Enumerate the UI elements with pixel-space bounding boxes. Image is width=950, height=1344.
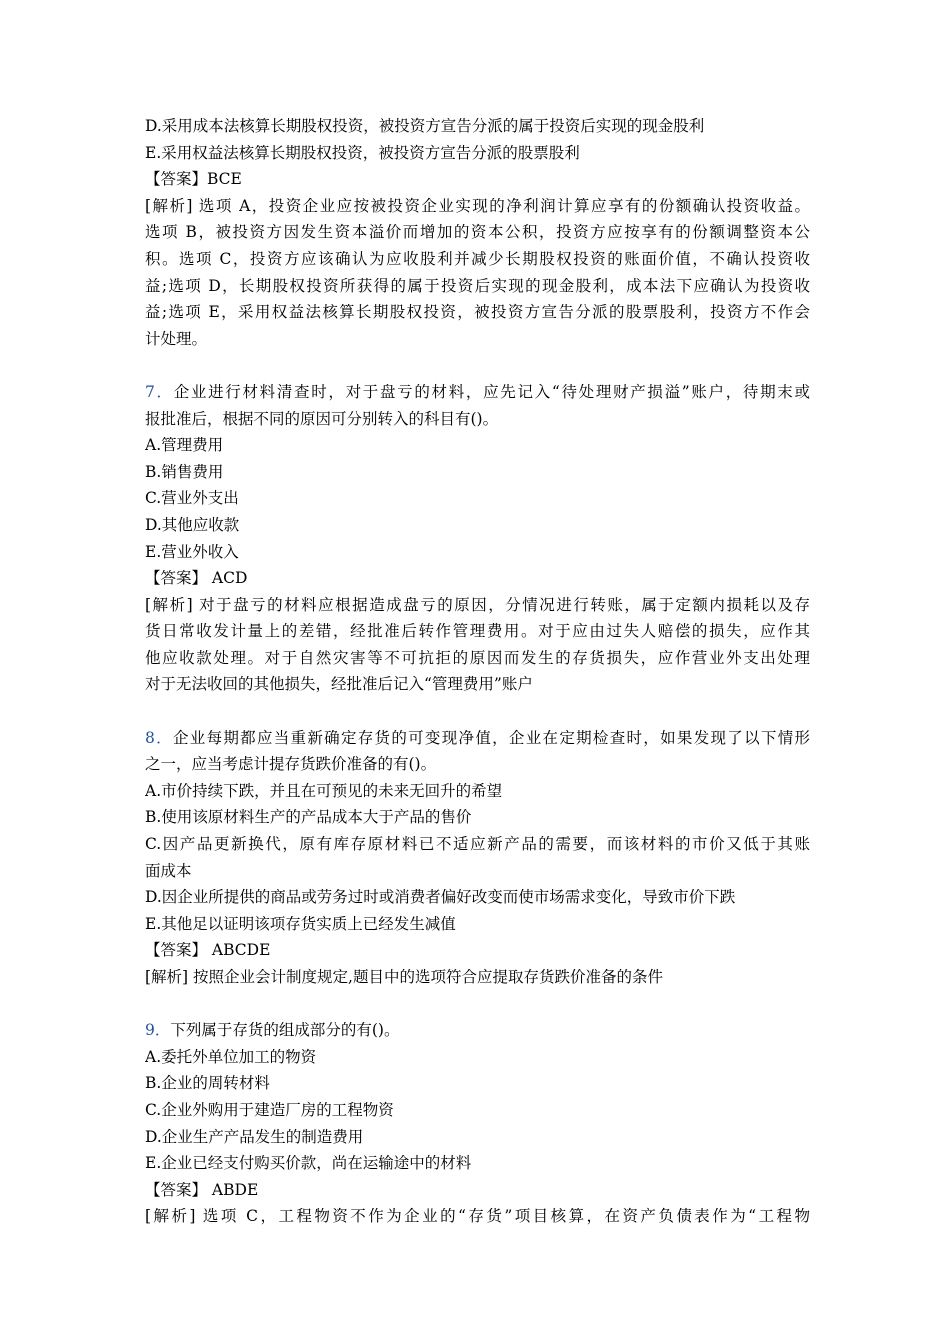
question-8-option-b: B.使用该原材料生产的产品成本大于产品的售价 bbox=[145, 808, 472, 827]
prev-analysis-line: [解析] 选项 A，投资企业应按被投资企业实现的净利润计算应享有的份额确认投资收益。 bbox=[145, 196, 810, 215]
spacer bbox=[145, 991, 810, 1018]
prev-analysis-line: 选项 B，被投资方因发生资本溢价而增加的资本公积，投资方应按享有的份额调整资本公 bbox=[145, 223, 810, 242]
question-8-option-c-cont: 面成本 bbox=[145, 861, 192, 880]
question-8-analysis-line: [解析] 按照企业会计制度规定,题目中的选项符合应提取存货跌价准备的条件 bbox=[145, 968, 663, 986]
question-7-option-c: C.营业外支出 bbox=[145, 489, 239, 508]
question-9-option-c: C.企业外购用于建造厂房的工程物资 bbox=[145, 1100, 394, 1119]
question-9-stem bbox=[145, 1017, 810, 1044]
question-7-option-e: E.营业外收入 bbox=[145, 542, 239, 561]
question-7-stem bbox=[145, 379, 810, 406]
question-7-option-a: A.管理费用 bbox=[145, 436, 224, 455]
question-7-answer: 【答案】 ACD bbox=[145, 569, 248, 588]
question-8-option-c: C.因产品更新换代，原有库存原材料已不适应新产品的需要，而该材料的市价又低于其账 bbox=[145, 835, 810, 854]
question-7-analysis-line: 对于无法收回的其他损失，经批准后记入“管理费用”账户 bbox=[145, 675, 533, 694]
question-7-number: 7． bbox=[145, 382, 174, 401]
question-9-option-e: E.企业已经支付购买价款，尚在运输途中的材料 bbox=[145, 1154, 472, 1173]
question-8-stem-text: 企业每期都应当重新确定存货的可变现净值，企业在定期检查时，如果发现了以下情形 bbox=[172, 728, 810, 747]
question-8-option-d: D.因企业所提供的商品或劳务过时或消费者偏好改变而使市场需求变化，导致市价下跌 bbox=[145, 888, 736, 907]
question-8-number: 8． bbox=[145, 728, 173, 747]
prev-analysis-line: 积。选项 C，投资方应该确认为应收股利并减少长期股权投资的账面价值，不确认投资收 bbox=[145, 249, 810, 268]
question-8-stem bbox=[145, 725, 810, 752]
question-9-option-b: B.企业的周转材料 bbox=[145, 1074, 270, 1093]
prev-answer: 【答案】BCE bbox=[145, 170, 242, 189]
question-9-analysis-line: [解析] 选项 C，工程物资不作为企业的“存货”项目核算，在资产负债表作为“工程物 bbox=[145, 1207, 810, 1226]
question-7-option-b: B.销售费用 bbox=[145, 462, 224, 481]
spacer bbox=[145, 352, 810, 379]
prev-analysis-line: 益;选项 D，长期股权投资所获得的属于投资后实现的现金股利，成本法下应确认为投资收 bbox=[145, 276, 810, 295]
question-7-analysis-line: 他应收款处理。对于自然灾害等不可抗拒的原因而发生的存货损失，应作营业外支出处理 bbox=[145, 648, 810, 667]
prev-option-d: D.采用成本法核算长期股权投资，被投资方宣告分派的属于投资后实现的现金股利 bbox=[145, 117, 705, 135]
question-7-stem-cont: 报批准后，根据不同的原因可分别转入的科目有()。 bbox=[145, 409, 499, 428]
question-9-stem-text: 下列属于存货的组成部分的有()。 bbox=[170, 1021, 400, 1040]
question-8-block bbox=[145, 725, 810, 991]
question-9-option-a: A.委托外单位加工的物资 bbox=[145, 1047, 317, 1066]
question-8-option-a: A.市价持续下跌，并且在可预见的未来无回升的希望 bbox=[145, 781, 503, 800]
question-9-answer: 【答案】 ABDE bbox=[145, 1180, 259, 1199]
question-8-answer: 【答案】 ABCDE bbox=[145, 941, 271, 960]
question-9-block bbox=[145, 1017, 810, 1230]
question-7-analysis-line: [解析] 对于盘亏的材料应根据造成盘亏的原因，分情况进行转账，属于定额内损耗以及存 bbox=[145, 595, 810, 614]
spacer bbox=[145, 698, 810, 725]
prev-option-e: E.采用权益法核算长期股权投资，被投资方宣告分派的股票股利 bbox=[145, 143, 580, 162]
prev-analysis-line: 计处理。 bbox=[145, 329, 208, 348]
prev-analysis-line: 益;选项 E，采用权益法核算长期股权投资，被投资方宣告分派的股票股利，投资方不作会 bbox=[145, 303, 810, 322]
question-7-option-d: D.其他应收款 bbox=[145, 515, 240, 534]
question-8-option-e: E.其他足以证明该项存货实质上已经发生减值 bbox=[145, 914, 456, 933]
document-page bbox=[145, 113, 810, 1230]
question-7-block bbox=[145, 379, 810, 698]
prev-question-block bbox=[145, 113, 810, 352]
question-9-number: 9． bbox=[145, 1021, 171, 1040]
question-7-stem-text: 企业进行材料清查时，对于盘亏的材料，应先记入“待处理财产损溢”账户，待期末或 bbox=[173, 382, 810, 401]
question-9-option-d: D.企业生产产品发生的制造费用 bbox=[145, 1127, 364, 1146]
question-7-analysis-line: 货日常收发计量上的差错，经批准后转作管理费用。对于应由过失人赔偿的损失，应作其 bbox=[145, 622, 810, 641]
question-8-stem-cont: 之一，应当考虑计提存货跌价准备的有()。 bbox=[145, 755, 437, 774]
